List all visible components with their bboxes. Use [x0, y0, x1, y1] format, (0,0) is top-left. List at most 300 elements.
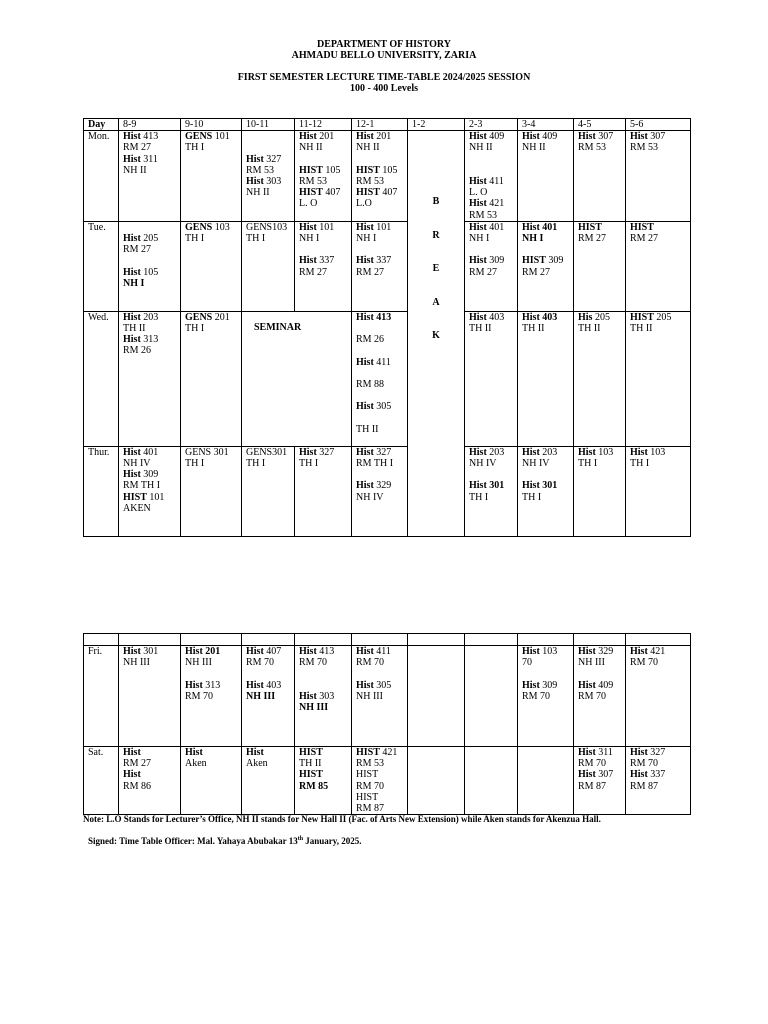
cell-line — [185, 747, 241, 758]
signature-date-suffix: th — [297, 836, 304, 842]
cell-line — [469, 492, 517, 503]
cell-line — [299, 680, 351, 691]
course-detail: NH II — [356, 142, 380, 154]
cell-line — [299, 691, 351, 702]
cell-line — [522, 233, 573, 244]
slot-cell — [181, 221, 242, 311]
col-header — [242, 634, 295, 646]
course-detail: 403 — [486, 311, 505, 323]
course-detail: 103 — [212, 221, 230, 233]
cell-line — [522, 691, 573, 702]
course-detail: 407 — [379, 187, 398, 199]
cell-line — [123, 233, 180, 244]
course-detail: RM 27 — [630, 233, 659, 245]
cell-line — [299, 165, 351, 176]
cell-line — [123, 267, 180, 278]
course-code: Hist — [630, 646, 648, 657]
day-row — [84, 221, 691, 311]
col-header: 5-6 — [626, 119, 691, 131]
slot-cell — [352, 646, 408, 747]
course-detail: 329 — [373, 480, 392, 492]
course-code: Hist — [185, 747, 203, 758]
department-title: DEPARTMENT OF HISTORY — [317, 39, 451, 50]
cell-line — [578, 447, 625, 458]
cell-line — [185, 646, 241, 657]
cell-line — [356, 244, 407, 255]
course-code: Hist — [578, 679, 596, 691]
course-detail: RM 27 — [123, 758, 152, 770]
course-detail: NH IV — [356, 491, 384, 503]
levels-subtitle: 100 - 400 Levels — [349, 83, 419, 94]
cell-line — [630, 458, 690, 469]
course-detail: RM 87 — [578, 780, 607, 792]
course-detail: 307 — [647, 131, 666, 143]
course-detail: 105 — [140, 266, 159, 278]
cell-line — [299, 458, 351, 469]
course-detail: 327 — [373, 446, 392, 458]
cell-line — [246, 758, 294, 769]
cell-line — [123, 255, 180, 266]
cell-line — [469, 469, 517, 480]
course-detail: 411 — [373, 646, 391, 657]
day-label: Tue. — [84, 221, 119, 311]
cell-line — [299, 142, 351, 153]
course-detail: RM 70 — [246, 657, 275, 669]
course-code: Hist — [522, 646, 540, 657]
col-header — [518, 634, 574, 646]
slot-cell — [518, 747, 574, 815]
course-code: Hist — [356, 221, 374, 233]
course-code: Hist — [299, 255, 317, 267]
cell-line — [246, 646, 294, 657]
cell-line — [185, 233, 241, 244]
timetable-title: FIRST SEMESTER LECTURE TIME-TABLE 2024/2025 SESSION — [237, 72, 531, 83]
course-detail: RM 87 — [356, 803, 385, 815]
course-code: Hist 403 — [522, 311, 558, 323]
cell-line — [522, 480, 573, 491]
cell-line — [246, 233, 294, 244]
course-detail: RM 53 — [299, 176, 328, 188]
cell-line — [469, 244, 517, 255]
course-detail: GENS 301 — [185, 446, 229, 458]
cell-line — [123, 480, 180, 491]
course-detail: 305 — [373, 679, 392, 691]
slot-cell — [574, 311, 626, 446]
cell-line — [299, 758, 351, 769]
course-detail: RM 86 — [123, 780, 152, 792]
cell-line — [522, 244, 573, 255]
cell-line — [469, 187, 517, 198]
course-code: Hist — [246, 153, 264, 165]
course-detail: 70 — [522, 657, 532, 669]
course-detail: 203 — [140, 311, 159, 323]
course-detail: TH II — [578, 323, 601, 335]
col-header: 2-3 — [465, 119, 518, 131]
cell-line — [356, 691, 407, 702]
course-detail: HIST — [356, 791, 379, 803]
course-detail: 201 — [316, 131, 335, 143]
cell-line — [469, 165, 517, 176]
cell-line — [356, 323, 407, 334]
cell-line — [469, 480, 517, 491]
day-label: Sat. — [84, 747, 119, 815]
course-code: Hist — [469, 221, 487, 233]
course-code: HIST — [630, 311, 654, 323]
cell-line — [578, 646, 625, 657]
cell-line — [578, 323, 625, 334]
cell-line — [630, 781, 690, 792]
break-letter: R — [432, 229, 440, 241]
course-detail: TH I — [185, 323, 205, 335]
cell-line — [123, 469, 180, 480]
cell-line — [299, 702, 351, 713]
course-code: Hist — [246, 176, 264, 188]
course-detail: 309 — [486, 255, 505, 267]
course-code: Hist — [469, 131, 487, 143]
course-detail: 421 — [486, 198, 505, 210]
cell-line — [246, 458, 294, 469]
course-detail: 401 — [140, 446, 159, 458]
break-column — [408, 131, 465, 537]
cell-line — [123, 142, 180, 153]
course-detail: 413 — [316, 646, 335, 657]
cell-line — [630, 233, 690, 244]
course-detail: NH I — [356, 233, 377, 245]
course-code: Hist — [578, 747, 596, 758]
break-spacer — [408, 131, 464, 196]
course-detail: 205 — [592, 311, 610, 323]
course-code: NH I — [522, 233, 544, 245]
course-detail: 307 — [595, 769, 614, 781]
course-detail: TH II — [469, 323, 492, 335]
cell-line — [469, 312, 517, 323]
course-detail: RM 27 — [356, 266, 385, 278]
course-detail: RM 70 — [185, 690, 214, 702]
course-detail: RM 70 — [299, 657, 328, 669]
cell-line — [123, 323, 180, 334]
course-detail: NH III — [578, 657, 605, 669]
course-detail: RM 70 — [578, 690, 607, 702]
cell-line — [299, 447, 351, 458]
course-detail: 303 — [263, 176, 282, 188]
seminar-cell: SEMINAR — [242, 311, 352, 446]
course-detail: NH IV — [469, 458, 497, 470]
course-detail: RM 27 — [522, 266, 551, 278]
col-header: 12-1 — [352, 119, 408, 131]
course-code: Hist — [246, 747, 264, 758]
course-detail: 401 — [486, 221, 505, 233]
course-detail: RM 27 — [123, 244, 152, 256]
slot-cell — [295, 646, 352, 747]
course-detail: TH II — [522, 323, 545, 335]
course-detail: GENS103 — [246, 221, 288, 233]
cell-line — [522, 458, 573, 469]
cell-line — [123, 503, 180, 514]
course-code: RM 85 — [299, 780, 329, 792]
cell-line — [469, 323, 517, 334]
cell-line — [299, 233, 351, 244]
timetable-main — [83, 118, 691, 537]
col-header — [465, 634, 518, 646]
course-code: NH I — [123, 277, 145, 289]
col-header — [181, 634, 242, 646]
slot-cell — [352, 131, 408, 222]
timetable-weekend — [83, 633, 691, 815]
cell-line — [578, 680, 625, 691]
course-code: Hist — [578, 446, 596, 458]
slot-cell — [352, 311, 408, 446]
cell-line — [185, 142, 241, 153]
cell-line — [123, 747, 180, 758]
day-row — [84, 646, 691, 747]
course-code: HIST — [299, 187, 323, 199]
course-detail: TH I — [630, 458, 650, 470]
course-detail: TH II — [299, 758, 322, 770]
course-detail: TH I — [299, 458, 319, 470]
slot-cell — [119, 311, 181, 446]
cell-line — [469, 176, 517, 187]
cell-line — [356, 680, 407, 691]
course-detail: 103 — [595, 446, 614, 458]
cell-line — [356, 345, 407, 356]
cell-line — [246, 187, 294, 198]
cell-line — [469, 198, 517, 209]
cell-line — [185, 758, 241, 769]
cell-line — [578, 131, 625, 142]
cell-line — [356, 142, 407, 153]
cell-line — [356, 390, 407, 401]
slot-cell — [518, 131, 574, 222]
cell-line — [299, 267, 351, 278]
cell-line — [299, 255, 351, 266]
course-detail: 327 — [647, 747, 666, 758]
cell-line — [578, 691, 625, 702]
course-detail: 409 — [486, 131, 505, 143]
course-detail: 103 — [647, 446, 666, 458]
course-code: HIST — [578, 221, 602, 233]
course-code: Hist — [123, 233, 141, 245]
course-detail: NH III — [185, 657, 212, 669]
course-code: Hist 413 — [356, 311, 392, 323]
cell-line — [185, 312, 241, 323]
cell-line — [123, 334, 180, 345]
cell-line — [522, 469, 573, 480]
course-code: Hist — [522, 679, 540, 691]
cell-line — [522, 668, 573, 679]
course-code: Hist — [123, 311, 141, 323]
course-detail: RM 53 — [356, 176, 385, 188]
cell-line — [299, 222, 351, 233]
course-code: Hist 201 — [185, 646, 221, 657]
course-detail: RM 27 — [469, 266, 498, 278]
course-code: Hist — [630, 769, 648, 781]
cell-line — [185, 458, 241, 469]
cell-line — [469, 267, 517, 278]
cell-line — [299, 198, 351, 209]
course-detail: 337 — [647, 769, 666, 781]
course-code: Hist — [123, 469, 141, 481]
cell-line — [123, 646, 180, 657]
cell-line — [356, 357, 407, 368]
course-code: Hist — [123, 153, 141, 165]
course-detail: 313 — [140, 334, 159, 346]
cell-line — [356, 379, 407, 390]
col-header — [84, 634, 119, 646]
course-detail: 101 — [316, 221, 335, 233]
cell-line — [630, 646, 690, 657]
course-code: Hist — [469, 198, 487, 210]
slot-cell — [119, 446, 181, 536]
slot-cell — [119, 646, 181, 747]
course-code: Hist — [469, 446, 487, 458]
course-detail: 327 — [316, 446, 335, 458]
course-code: HIST — [356, 187, 380, 199]
cell-line — [469, 154, 517, 165]
course-detail: 309 — [140, 469, 159, 481]
cell-line — [246, 447, 294, 458]
course-detail: 103 — [539, 646, 558, 657]
course-code: Hist — [123, 266, 141, 278]
cell-line — [246, 747, 294, 758]
cell-line — [299, 244, 351, 255]
cell-line — [356, 176, 407, 187]
cell-line — [123, 154, 180, 165]
cell-line — [630, 758, 690, 769]
cell-line — [246, 657, 294, 668]
cell-line — [522, 312, 573, 323]
course-code: Hist — [356, 356, 374, 368]
course-detail: 337 — [373, 255, 392, 267]
cell-line — [246, 131, 294, 142]
cell-line — [578, 458, 625, 469]
cell-line — [356, 781, 407, 792]
slot-cell — [574, 446, 626, 536]
cell-line — [356, 657, 407, 668]
cell-line — [123, 131, 180, 142]
course-detail: RM 53 — [469, 209, 498, 221]
slot-cell — [242, 131, 295, 222]
course-detail: RM 26 — [356, 334, 385, 346]
course-detail: RM 70 — [578, 758, 607, 770]
cell-line — [123, 492, 180, 503]
cell-line — [246, 222, 294, 233]
course-detail: 407 — [322, 187, 341, 199]
cell-line — [522, 680, 573, 691]
cell-line — [246, 142, 294, 153]
course-detail: TH I — [469, 491, 489, 503]
cell-line — [123, 165, 180, 176]
cell-line — [246, 680, 294, 691]
course-code: Hist — [185, 679, 203, 691]
course-code: NH III — [299, 702, 329, 714]
cell-line — [630, 447, 690, 458]
course-detail: 101 — [212, 131, 230, 143]
slot-cell — [181, 311, 242, 446]
course-code: Hist — [246, 679, 264, 691]
course-detail: RM 70 — [356, 657, 385, 669]
col-header: 10-11 — [242, 119, 295, 131]
slot-cell — [574, 747, 626, 815]
cell-line — [356, 792, 407, 803]
slot-cell — [518, 446, 574, 536]
course-detail: 411 — [486, 176, 504, 188]
cell-line — [356, 668, 407, 679]
cell-line — [356, 368, 407, 379]
slot-cell — [465, 131, 518, 222]
course-code: Hist — [356, 446, 374, 458]
cell-line — [578, 668, 625, 679]
course-detail: RM 70 — [630, 758, 659, 770]
course-detail: NH IV — [123, 458, 151, 470]
cell-line — [356, 165, 407, 176]
course-detail: 309 — [545, 255, 564, 267]
slot-cell — [295, 446, 352, 536]
slot-cell — [181, 446, 242, 536]
cell-line — [356, 131, 407, 142]
header-row-blank — [84, 634, 691, 646]
cell-line — [522, 222, 573, 233]
course-detail: RM 53 — [356, 758, 385, 770]
cell-line — [123, 458, 180, 469]
course-code: Hist — [356, 480, 374, 492]
course-code: HIST — [356, 164, 380, 176]
course-detail: L. O — [299, 198, 318, 210]
cell-line — [185, 680, 241, 691]
course-detail: 205 — [140, 233, 159, 245]
course-detail: 303 — [316, 690, 335, 702]
cell-line — [299, 646, 351, 657]
course-code: Hist — [578, 131, 596, 143]
course-detail: 337 — [316, 255, 335, 267]
col-header: 11-12 — [295, 119, 352, 131]
slot-cell — [352, 747, 408, 815]
cell-line — [578, 142, 625, 153]
cell-line — [578, 657, 625, 668]
cell-line — [522, 646, 573, 657]
slot-cell — [465, 311, 518, 446]
break-letter: B — [432, 196, 440, 208]
course-detail: HIST — [356, 769, 379, 781]
cell-line — [469, 233, 517, 244]
col-header — [408, 634, 465, 646]
day-label: Mon. — [84, 131, 119, 222]
course-code: Hist 401 — [522, 221, 558, 233]
slot-cell — [626, 131, 691, 222]
cell-line — [356, 758, 407, 769]
course-code: GENS — [185, 131, 213, 143]
course-detail: 413 — [140, 131, 159, 143]
cell-line — [246, 154, 294, 165]
cell-line — [123, 345, 180, 356]
course-code: Hist — [246, 646, 264, 657]
course-detail: RM 53 — [578, 142, 607, 154]
course-detail: RM 70 — [356, 780, 385, 792]
course-detail: 201 — [373, 131, 392, 143]
day-row — [84, 131, 691, 222]
cell-line — [630, 131, 690, 142]
day-row — [84, 446, 691, 536]
col-header: Day — [84, 119, 119, 131]
col-header: 4-5 — [574, 119, 626, 131]
course-detail: RM 53 — [246, 164, 275, 176]
legend-note: Note: L.O Stands for Lecturer’s Office, NH II stands for New Hall II (Fac. of Arts New Extension) while Aken stands for Akenzua Hall. — [83, 814, 601, 824]
cell-line — [522, 142, 573, 153]
cell-line — [469, 447, 517, 458]
cell-line — [630, 312, 690, 323]
course-code: NH III — [246, 690, 276, 702]
course-detail: NH II — [123, 164, 147, 176]
cell-line — [185, 657, 241, 668]
